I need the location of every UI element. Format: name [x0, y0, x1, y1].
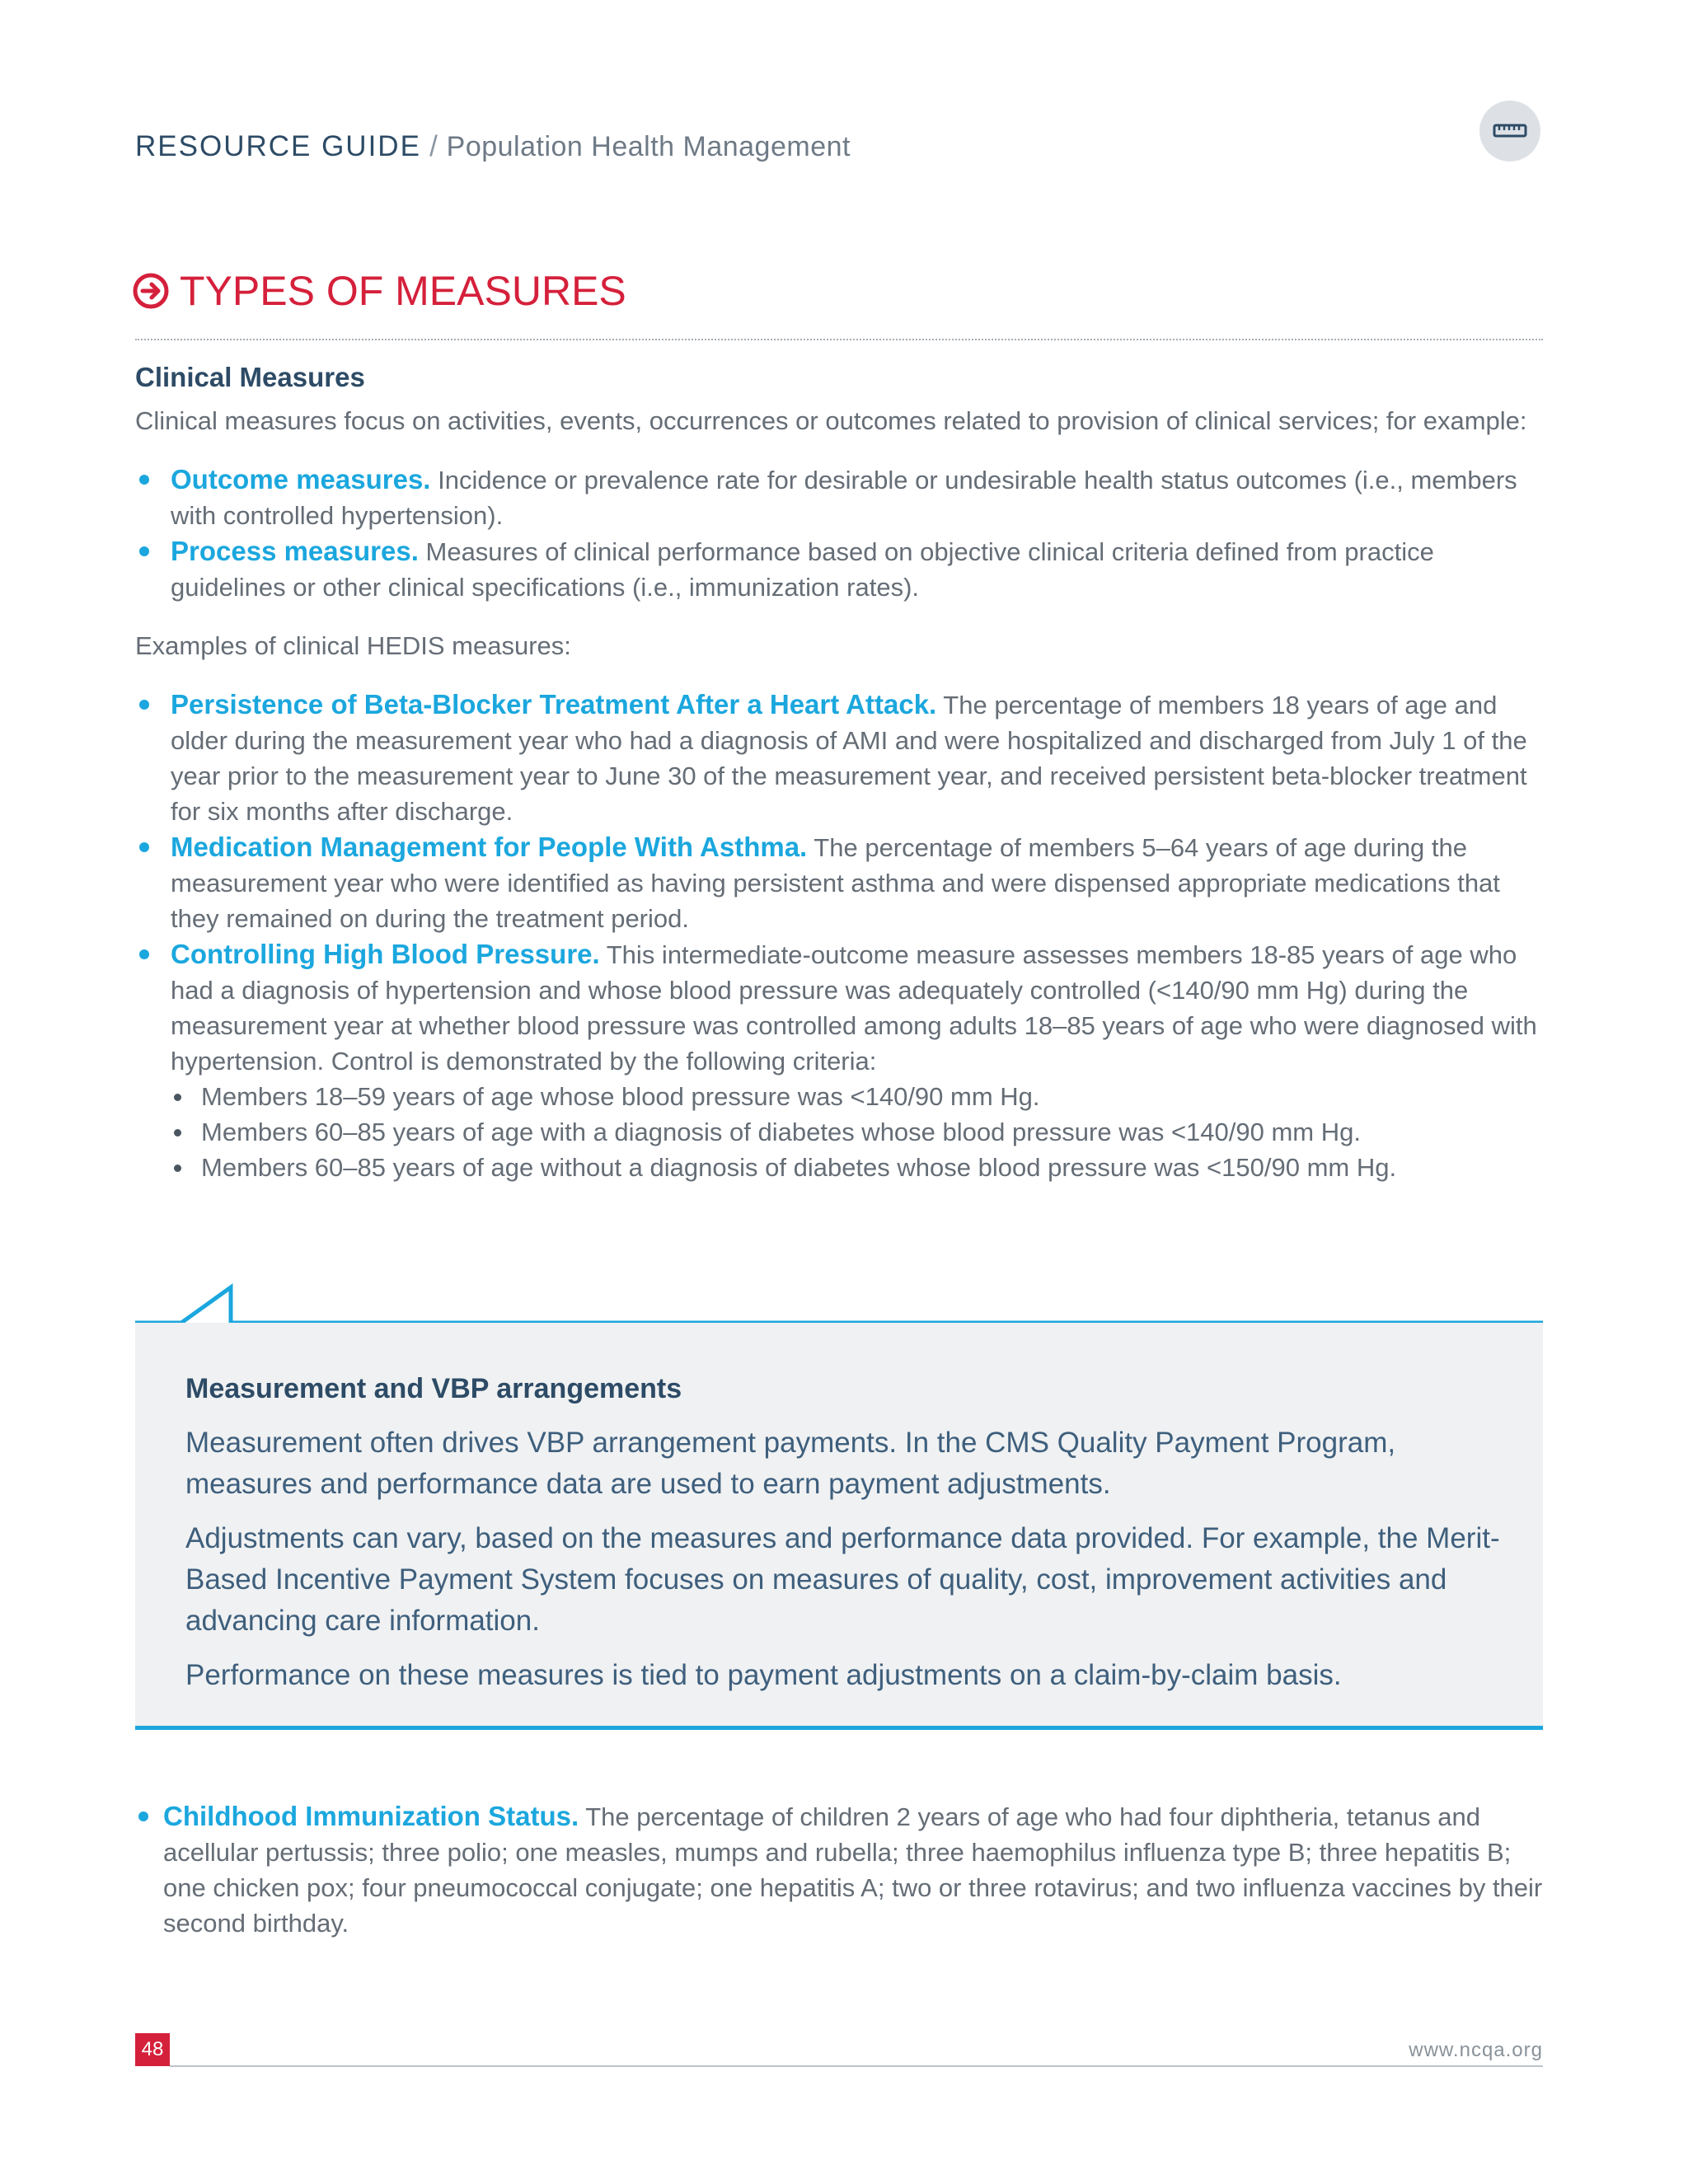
clinical-heading: Clinical Measures — [135, 362, 365, 392]
list-item-term: Persistence of Beta-Blocker Treatment After a Heart Attack. — [171, 689, 937, 719]
list-item-text: The percentage of children 2 years of age who had four diphtheria, tetanus and acellular pertussis; three polio; one measles, mumps and rubella; three haemophilus influenza type B; three hepatitis B; one chicken pox; four pneumococcal conjugate; one hepatitis A; two or three rotavirus; and two influenza vaccines by their second birthday. — [163, 1802, 1543, 1938]
guide-label: RESOURCE GUIDE — [135, 130, 421, 162]
criteria-item: Members 18–59 years of age whose blood pressure was <140/90 mm Hg. — [171, 1079, 1545, 1114]
callout-paragraph: Measurement often drives VBP arrangement payments. In the CMS Quality Payment Program, measures and performance data are used to earn payment adjustments. — [185, 1427, 1396, 1500]
list-item-term: Childhood Immunization Status. — [163, 1801, 579, 1831]
callout-top-border — [132, 1273, 1546, 1328]
callout-paragraph: Performance on these measures is tied to payment adjustments on a claim-by-claim basis. — [185, 1659, 1342, 1691]
list-item-term: Controlling High Blood Pressure. — [171, 939, 600, 969]
list-item-text: The percentage of members 5–64 years of age during the measurement year who were identified as having persistent asthma and were dispensed appropriate medications that they remained on during the treatment period. — [171, 833, 1500, 933]
page-number: 48 — [135, 2033, 170, 2066]
list-item — [135, 462, 1545, 533]
immunization-section — [135, 1798, 1545, 1941]
section-divider — [135, 339, 1543, 340]
list-item — [135, 829, 1545, 936]
list-item-term: Medication Management for People With Asthma. — [171, 832, 808, 862]
list-item — [135, 687, 1545, 829]
arrow-circle-right-icon — [132, 272, 170, 310]
hedis-list — [135, 687, 1545, 1185]
header-separator: / — [429, 130, 438, 162]
list-item — [135, 533, 1545, 605]
list-item-term: Outcome measures. — [171, 464, 431, 494]
list-item-text: Incidence or prevalence rate for desirable or undesirable health status outcomes (i.e., members with controlled hypertension). — [171, 466, 1517, 530]
clinical-intro: Clinical measures focus on activities, events, occurrences or outcomes related to provision of clinical services; for example: — [135, 406, 1527, 435]
callout-heading: Measurement and VBP arrangements — [185, 1373, 682, 1404]
ruler-icon — [1479, 101, 1540, 162]
hedis-intro: Examples of clinical HEDIS measures: — [135, 631, 571, 660]
section-title — [132, 262, 626, 320]
criteria-item: Members 60–85 years of age without a diagnosis of diabetes whose blood pressure was <150/90 mm Hg. — [171, 1150, 1545, 1185]
list-item-term: Process measures. — [171, 536, 419, 566]
criteria-item: Members 60–85 years of age with a diagnosis of diabetes whose blood pressure was <140/90 mm Hg. — [171, 1114, 1545, 1150]
list-item — [135, 936, 1545, 1185]
section-title-text: TYPES OF MEASURES — [180, 268, 626, 314]
list-item-text: This intermediate-outcome measure assesses members 18-85 years of age who had a diagnosis of hypertension and whose blood pressure was adequately controlled (<140/90 mm Hg) during the measurement year at whether blood pressure was controlled among adults 18–85 years of age who were diagnosed with hypertension. Control is demonstrated by the following criteria: — [171, 940, 1537, 1076]
list-item — [135, 1798, 1545, 1941]
list-item-text: The percentage of members 18 years of age and older during the measurement year who had a diagnosis of AMI and were hospitalized and discharged from July 1 of the year prior to the measurement year to June 30 of the measurement year, and received persistent beta-blocker treatment for six months after discharge. — [171, 691, 1527, 826]
clinical-list — [135, 462, 1545, 605]
running-header — [135, 130, 851, 163]
header-subtitle: Population Health Management — [446, 131, 851, 162]
callout-box — [185, 1368, 1504, 1709]
footer-divider — [170, 2065, 1543, 2067]
footer-url[interactable]: www.ncqa.org — [1409, 2039, 1543, 2061]
criteria-list — [171, 1079, 1545, 1185]
main-content — [135, 359, 1545, 1185]
immunization-list — [135, 1798, 1545, 1941]
callout-paragraph: Adjustments can vary, based on the measures and performance data provided. For example, the Merit-Based Incentive Payment System focuses on measures of quality, cost, improvement activities and advancing care information. — [185, 1522, 1500, 1637]
callout-bottom-border — [135, 1726, 1543, 1730]
list-item-text: Measures of clinical performance based on objective clinical criteria defined from practice guidelines or other clinical specifications (i.e., immunization rates). — [171, 537, 1434, 602]
